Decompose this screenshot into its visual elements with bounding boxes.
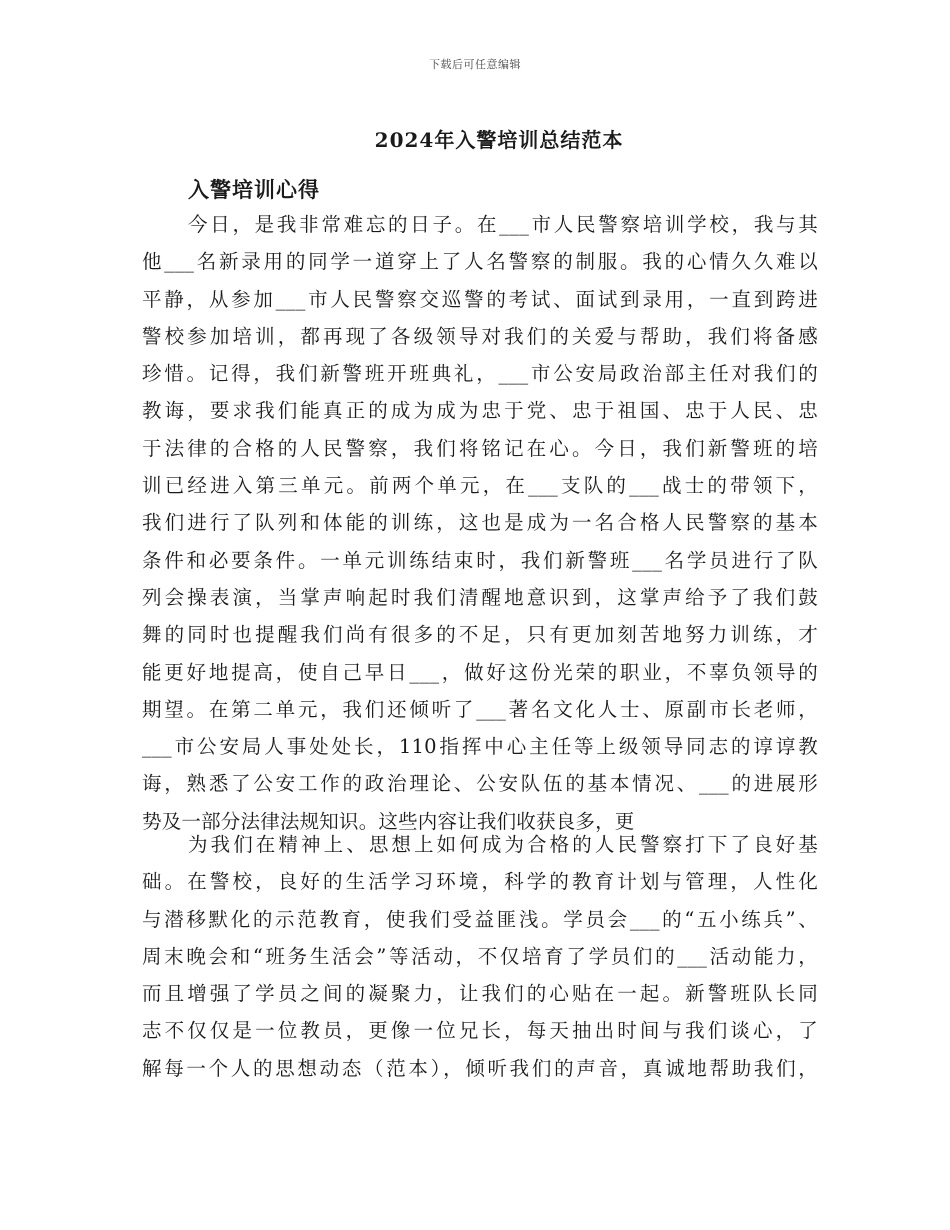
paragraph-line: 他___名新录用的同学一道穿上了人名警察的制服。我的心情久久难以	[142, 250, 818, 274]
paragraph-line: 础。在警校，良好的生活学习环境，科学的教育计划与管理，人性化	[142, 870, 818, 894]
section-heading: 入警培训心得	[188, 177, 320, 202]
header-note: 下载后可任意编辑	[429, 58, 521, 71]
paragraph-line: 为我们在精神上、思想上如何成为合格的人民警察打下了良好基	[188, 833, 818, 856]
paragraph-2	[142, 826, 818, 1087]
paragraph-line: 于法律的合格的人民警察，我们将铭记在心。今日，我们新警班的培	[142, 436, 818, 460]
paragraph-1	[142, 206, 818, 840]
paragraph-line: 条件和必要条件。一单元训练结束时，我们新警班___名学员进行了队	[142, 548, 818, 572]
paragraph-line: 今日，是我非常难忘的日子。在___市人民警察培训学校，我与其	[188, 213, 818, 236]
paragraph-line: ___市公安局人事处处长，110指挥中心主任等上级领导同志的谆谆教	[142, 735, 818, 759]
paragraph-line: 训已经进入第三单元。前两个单元，在___支队的___战士的带领下，	[142, 474, 818, 498]
paragraph-line: 平静，从参加___市人民警察交巡警的考试、面试到录用，一直到跨进	[142, 287, 818, 311]
paragraph-line: 志不仅仅是一位教员，更像一位兄长，每天抽出时间与我们谈心，了	[142, 1019, 818, 1043]
document-title: 2024年入警培训总结范本	[374, 128, 624, 152]
paragraph-line: 珍惜。记得，我们新警班开班典礼，___市公安局政治部主任对我们的	[142, 362, 818, 386]
paragraph-line: 我们进行了队列和体能的训练，这也是成为一名合格人民警察的基本	[142, 511, 818, 535]
paragraph-line: 能更好地提高，使自己早日___，做好这份光荣的职业，不辜负领导的	[142, 660, 818, 684]
paragraph-line: 而且增强了学员之间的凝聚力，让我们的心贴在一起。新警班队长同	[142, 982, 818, 1006]
paragraph-line: 周末晚会和“班务生活会”等活动，不仅培育了学员们的___活动能力，	[142, 944, 818, 968]
paragraph-line: 舞的同时也提醒我们尚有很多的不足，只有更加刻苦地努力训练，才	[142, 623, 818, 647]
paragraph-line: 期望。在第二单元，我们还倾听了___著名文化人士、原副市长老师，	[142, 697, 818, 721]
paragraph-line: 教诲，要求我们能真正的成为成为忠于党、忠于祖国、忠于人民、忠	[142, 399, 818, 423]
paragraph-line: 诲，熟悉了公安工作的政治理论、公安队伍的基本情况、___的进展形	[142, 772, 818, 796]
paragraph-line: 势及一部分法律法规知识。这些内容让我们收获良多，更	[142, 809, 635, 833]
paragraph-line: 解每一个人的思想动态（范本），倾听我们的声音，真诚地帮助我们，	[142, 1056, 818, 1080]
paragraph-line: 警校参加培训，都再现了各级领导对我们的关爱与帮助，我们将备感	[142, 324, 818, 348]
paragraph-line: 与潜移默化的示范教育，使我们受益匪浅。学员会___的“五小练兵”、	[142, 907, 818, 931]
paragraph-line: 列会操表演，当掌声响起时我们清醒地意识到，这掌声给予了我们鼓	[142, 585, 818, 609]
